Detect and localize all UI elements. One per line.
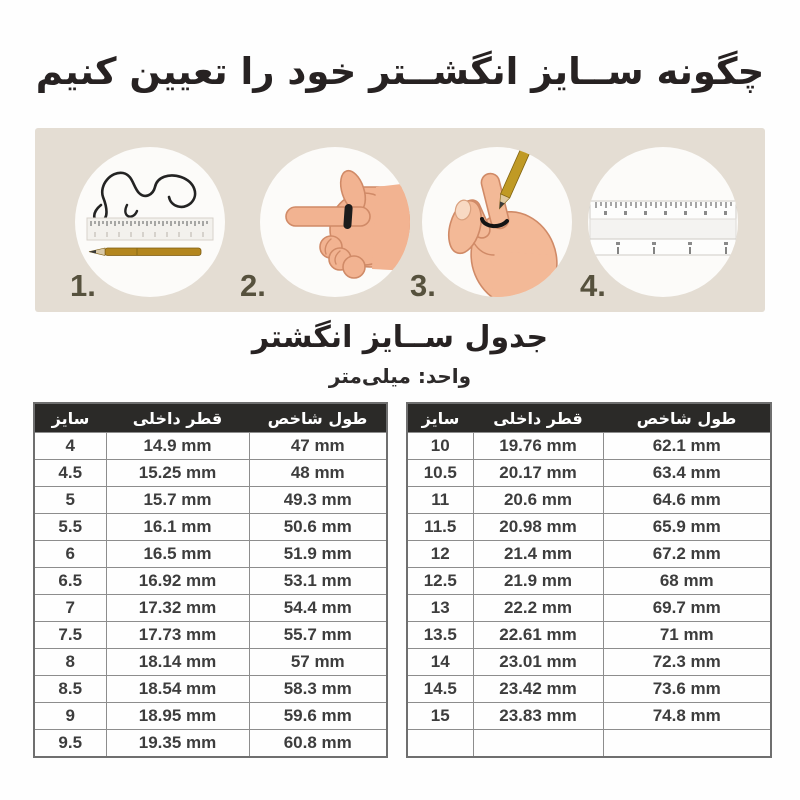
cell-size: 8.5 [34, 676, 106, 703]
cell-size: 14 [407, 649, 473, 676]
cell-diameter: 16.5 mm [106, 541, 249, 568]
table-row [407, 568, 771, 595]
cell-length: 64.6 mm [603, 487, 771, 514]
table-row [34, 514, 387, 541]
cell-diameter: 15.25 mm [106, 460, 249, 487]
ring-size-tables [33, 402, 768, 758]
cell-size: 7 [34, 595, 106, 622]
cell-length: 49.3 mm [249, 487, 387, 514]
cell-diameter: 20.17 mm [473, 460, 603, 487]
cell-size: 11 [407, 487, 473, 514]
string-ruler-pencil-icon [75, 147, 225, 297]
cell-size: 11.5 [407, 514, 473, 541]
table-row [34, 433, 387, 460]
header-index-length: طول شاخص [603, 403, 771, 433]
cell-length: 51.9 mm [249, 541, 387, 568]
cell-length: 65.9 mm [603, 514, 771, 541]
cell-diameter: 20.6 mm [473, 487, 603, 514]
cell-diameter [473, 730, 603, 758]
cell-size: 8 [34, 649, 106, 676]
cell-diameter: 18.14 mm [106, 649, 249, 676]
pointing-hand-ring-icon [260, 147, 410, 297]
cell-diameter: 16.92 mm [106, 568, 249, 595]
cell-diameter: 19.76 mm [473, 433, 603, 460]
cell-length: 67.2 mm [603, 541, 771, 568]
cell-size: 12 [407, 541, 473, 568]
cell-size: 4.5 [34, 460, 106, 487]
cell-diameter: 17.73 mm [106, 622, 249, 649]
cell-size: 14.5 [407, 676, 473, 703]
cell-size: 9.5 [34, 730, 106, 758]
table-row [407, 730, 771, 758]
cell-diameter: 22.61 mm [473, 622, 603, 649]
table-row [34, 568, 387, 595]
cell-size: 5 [34, 487, 106, 514]
cell-size: 7.5 [34, 622, 106, 649]
table-row [407, 514, 771, 541]
cell-diameter: 14.9 mm [106, 433, 249, 460]
cell-diameter: 18.95 mm [106, 703, 249, 730]
cell-size [407, 730, 473, 758]
table-row [407, 433, 771, 460]
steps-band [35, 128, 765, 312]
hand-string-pencil-mark-icon [422, 147, 572, 297]
table-row [34, 676, 387, 703]
cell-diameter: 19.35 mm [106, 730, 249, 758]
cell-size: 10.5 [407, 460, 473, 487]
table-title: جدول ســایز انگشتر [251, 320, 549, 355]
table-header-row [34, 403, 387, 433]
table-row [407, 487, 771, 514]
table-row [34, 703, 387, 730]
cell-diameter: 22.2 mm [473, 595, 603, 622]
step-2-number: 2. [240, 268, 266, 303]
cell-size: 6 [34, 541, 106, 568]
cell-length: 55.7 mm [249, 622, 387, 649]
cell-size: 13.5 [407, 622, 473, 649]
table-row [34, 649, 387, 676]
table-row [34, 541, 387, 568]
table-row [407, 676, 771, 703]
header-inner-diameter: قطر داخلی [106, 403, 249, 433]
cell-size: 6.5 [34, 568, 106, 595]
cell-length: 74.8 mm [603, 703, 771, 730]
cell-size: 9 [34, 703, 106, 730]
step-1-number: 1. [70, 268, 96, 303]
cell-diameter: 21.9 mm [473, 568, 603, 595]
cell-length: 48 mm [249, 460, 387, 487]
cell-diameter: 15.7 mm [106, 487, 249, 514]
header-index-length: طول شاخص [249, 403, 387, 433]
step-4-number: 4. [580, 268, 606, 303]
cell-length: 53.1 mm [249, 568, 387, 595]
cell-diameter: 23.83 mm [473, 703, 603, 730]
cell-length: 63.4 mm [603, 460, 771, 487]
cell-size: 10 [407, 433, 473, 460]
step-4-circle [588, 147, 738, 297]
ring-size-table-right [406, 402, 772, 758]
cell-size: 5.5 [34, 514, 106, 541]
ring-size-table-left [33, 402, 388, 758]
cell-length: 71 mm [603, 622, 771, 649]
cell-diameter: 16.1 mm [106, 514, 249, 541]
header-size: سایز [407, 403, 473, 433]
measuring-ruler-icon [588, 147, 738, 297]
cell-diameter: 18.54 mm [106, 676, 249, 703]
cell-size: 15 [407, 703, 473, 730]
cell-length: 69.7 mm [603, 595, 771, 622]
table-row [407, 649, 771, 676]
header-inner-diameter: قطر داخلی [473, 403, 603, 433]
table-row [34, 730, 387, 758]
table-row [34, 460, 387, 487]
cell-diameter: 23.01 mm [473, 649, 603, 676]
table-row [34, 487, 387, 514]
cell-diameter: 17.32 mm [106, 595, 249, 622]
cell-diameter: 20.98 mm [473, 514, 603, 541]
table-unit-label: واحد: میلی‌متر [328, 364, 472, 388]
cell-size: 13 [407, 595, 473, 622]
cell-diameter: 23.42 mm [473, 676, 603, 703]
table-row [407, 541, 771, 568]
step-1-circle [75, 147, 225, 297]
table-header-row [407, 403, 771, 433]
cell-length: 50.6 mm [249, 514, 387, 541]
cell-length: 58.3 mm [249, 676, 387, 703]
table-row [407, 703, 771, 730]
header-size: سایز [34, 403, 106, 433]
table-row [407, 595, 771, 622]
cell-size: 4 [34, 433, 106, 460]
cell-length: 72.3 mm [603, 649, 771, 676]
cell-length: 62.1 mm [603, 433, 771, 460]
cell-length: 57 mm [249, 649, 387, 676]
table-row [34, 622, 387, 649]
step-3-number: 3. [410, 268, 436, 303]
cell-length: 54.4 mm [249, 595, 387, 622]
cell-diameter: 21.4 mm [473, 541, 603, 568]
page-title: چگونه ســایز انگشــتر خود را تعیین کنیم [35, 50, 765, 93]
table-row [407, 460, 771, 487]
step-3-circle [422, 147, 572, 297]
cell-size: 12.5 [407, 568, 473, 595]
cell-length [603, 730, 771, 758]
table-row [407, 622, 771, 649]
table-row [34, 595, 387, 622]
step-2-circle [260, 147, 410, 297]
cell-length: 60.8 mm [249, 730, 387, 758]
cell-length: 68 mm [603, 568, 771, 595]
cell-length: 73.6 mm [603, 676, 771, 703]
cell-length: 59.6 mm [249, 703, 387, 730]
cell-length: 47 mm [249, 433, 387, 460]
